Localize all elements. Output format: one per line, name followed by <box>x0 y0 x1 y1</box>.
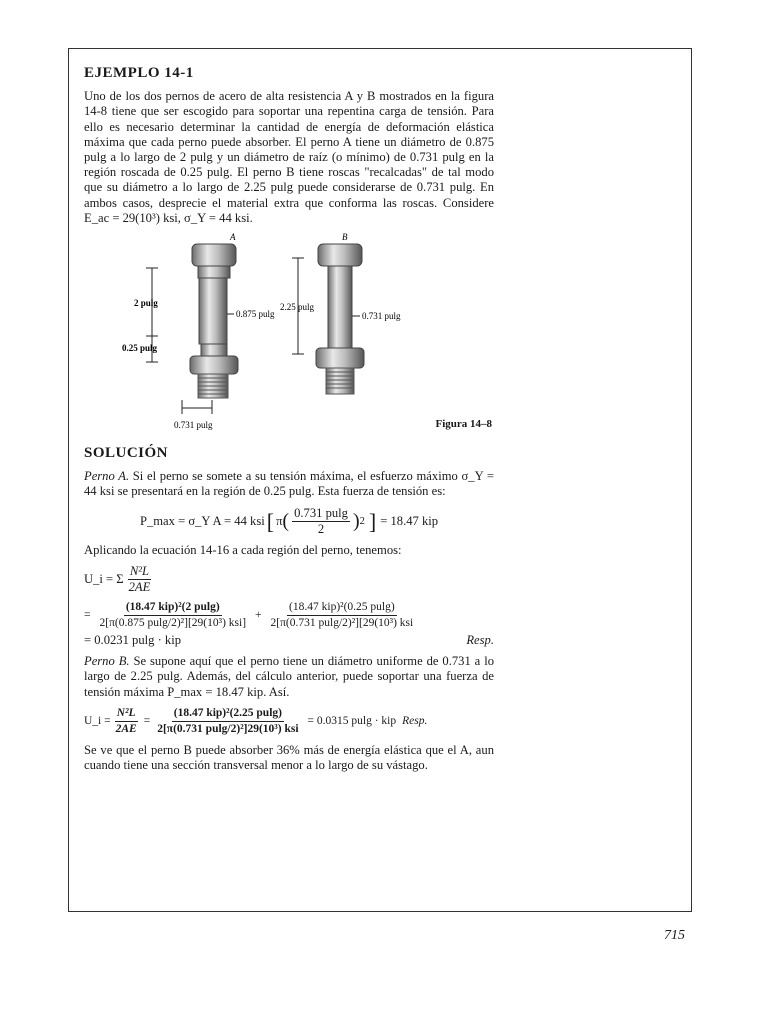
bolt-a-shank <box>199 278 227 344</box>
bolt-b-head <box>318 244 362 266</box>
figure-14-8 <box>84 232 494 442</box>
eq3-lhs: U_i = <box>84 714 111 727</box>
bolt-a <box>122 232 275 430</box>
bolts-diagram <box>84 232 494 442</box>
eq3-fraction1 <box>114 706 139 737</box>
perno-a-label: Perno A. <box>84 469 130 484</box>
solution-heading: SOLUCIÓN <box>84 445 169 462</box>
equation-ui-b: U_i = $\frac{\text{N²L}}{2AE}$ = $\frac{\text{(18.47 kip)²(2.25 pulg)}}{\text{2[π(0.731 pulg/2)²]29(10³) ksi}}$ = 0.0315 pulg · kip Resp. <box>84 706 494 737</box>
bolt-b <box>280 232 401 394</box>
eq2-num: N²L <box>128 564 151 580</box>
figure-caption: Figura 14–8 <box>435 417 492 430</box>
dim-0731-bottom: 0.731 pulg <box>174 420 213 431</box>
dim-225pulg: 2.25 pulg <box>280 302 315 313</box>
eq1-den: 2 <box>317 521 325 536</box>
eq3-result: = 0.0315 pulg · kip <box>307 714 397 727</box>
eq1-num: 0.731 pulg <box>292 506 350 522</box>
eq2-term2 <box>269 600 416 631</box>
dim-0875pulg: 0.875 pulg <box>236 309 275 320</box>
conclusion-paragraph: Se ve que el perno B puede absorber 36% más de energía elástica que el A, aun cuando tiene una sección transversal menor a lo largo de su vástago. <box>84 743 494 773</box>
bolt-a-head <box>192 244 236 266</box>
eq2-t1-num: (18.47 kip)²(2 pulg) <box>124 600 222 616</box>
perno-b-label: Perno B. <box>84 654 130 669</box>
eq2-term1 <box>98 600 249 631</box>
eq2-t2-num: (18.47 kip)²(0.25 pulg) <box>287 600 397 616</box>
eq3-fraction2 <box>155 706 300 737</box>
eq2-t2-den: 2[π(0.731 pulg/2)²][29(10³) ksi <box>270 616 414 629</box>
apply-paragraph: Aplicando la ecuación 14-16 a cada región del perno, tenemos: <box>84 543 402 558</box>
perno-b-paragraph <box>84 654 494 700</box>
eq1-fraction <box>292 506 350 537</box>
eq3-f2-num: (18.47 kip)²(2.25 pulg) <box>172 706 284 722</box>
eq2-resp: Resp. <box>466 633 494 648</box>
perno-b-text: Se supone aquí que el perno tiene un diámetro uniforme de 0.731 a lo largo de 2.25 pulg. Además, del cálculo anterior, puede soportar una fuerza de tensión máxima P_max = 18.47 kip. Así. <box>84 654 494 699</box>
bolt-a-label: A <box>230 232 236 243</box>
eq2-lhs: U_i = Σ <box>84 572 124 587</box>
page-number: 715 <box>664 928 685 943</box>
intro-paragraph: Uno de los dos pernos de acero de alta resistencia A y B mostrados en la figura 14-8 tiene que ser escogido para soportar una repentina carga de tensión. Para ello es necesario determinar la cantidad de energía de deformación elástica máxima que cada perno puede absorber. El perno A tiene un diámetro de 0.875 pulg a lo largo de 2 pulg y un diámetro de raíz (o mínimo) de 0.731 pulg en la región roscada de 0.25 pulg. El perno B tiene roscas "recalcadas" de tal modo que su diámetro a lo largo de 2.25 pulg puede considerarse de 0.731 pulg. En ambos casos, desprecie el material extra que conforma las roscas. Considere E_ac = 29(10³) ksi, σ_Y = 44 ksi. <box>84 89 494 225</box>
page-content <box>84 66 494 774</box>
eq2-fraction <box>127 564 153 595</box>
eq2-result: = 0.0231 pulg · kip <box>84 633 182 648</box>
perno-a-text: Si el perno se somete a su tensión máxima, el esfuerzo máximo σ_Y = 44 ksi se presentará en la región de 0.25 pulg. Esta fuerza de tensión es: <box>84 469 494 499</box>
equation-pmax: P_max = σ_Y A = 44 ksi [ π ( $\frac{0.731 pulg}{2}$ ) 2 ] = 18.47 kip <box>139 505 439 536</box>
dim-2pulg: 2 pulg <box>134 298 158 309</box>
example-heading: EJEMPLO 14-1 <box>84 65 194 81</box>
eq2-t1-den: 2[π(0.875 pulg/2)²][29(10³) ksi] <box>99 616 247 629</box>
eq1-pi: π <box>276 513 283 528</box>
dim-025pulg: 0.25 pulg <box>122 343 158 354</box>
perno-a-paragraph <box>84 469 494 499</box>
eq3-f2-den: 2[π(0.731 pulg/2)²]29(10³) ksi <box>157 723 299 736</box>
eq3-resp: Resp. <box>402 714 428 727</box>
bolt-a-nut <box>190 356 238 374</box>
eq3-f1-num: N²L <box>115 706 138 722</box>
bolt-b-shank <box>328 266 352 348</box>
bolt-b-nut <box>316 348 364 368</box>
equation-ui-a: U_i = Σ $\frac{\text{N²L}}{2AE}$ = $\frac{\text{(18.47 kip)²(2 pulg)}}{\text{2[π(0.875 pulg/2)²][29(10³) ksi]}}$ + $\frac{\text{(18.47 kip)²(0.25 pulg)}}{\text{2[π(0.731 pulg/2)²][29(10³) ksi}}$ = 0.0231 pulg · kip Resp. <box>84 564 494 648</box>
eq1-rhs: = 18.47 kip <box>380 513 439 528</box>
bolt-b-label: B <box>342 232 348 243</box>
eq2-den: 2AE <box>128 580 151 595</box>
eq3-f1-den: 2AE <box>115 723 137 736</box>
eq1-lhs: P_max = σ_Y A = 44 ksi <box>139 513 265 528</box>
dim-0731-b: 0.731 pulg <box>362 311 401 322</box>
